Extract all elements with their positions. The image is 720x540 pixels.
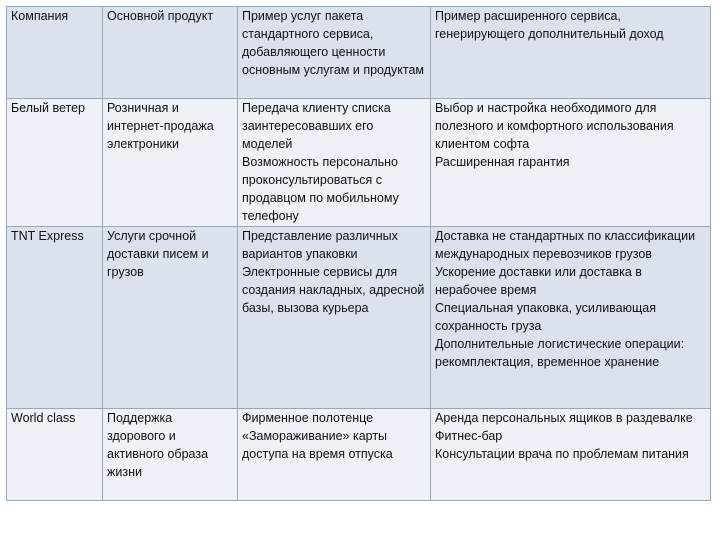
header-standard-service: Пример услуг пакета стандартного сервиса, добавляющего ценности основным услугам и продуктам	[238, 7, 431, 99]
header-product: Основной продукт	[103, 7, 238, 99]
extended-service-cell: Выбор и настройка необходимого для полезного и комфортного использования клиентом софта Расширенная гарантия	[431, 99, 711, 227]
table-row	[7, 227, 711, 409]
header-row	[7, 7, 711, 99]
services-table	[6, 6, 711, 501]
extended-service-cell: Доставка не стандартных по классификации международных перевозчиков грузов Ускорение доставки или доставка в нерабочее время Специальная упаковка, усиливающая сохранность груза Дополнительные логистические операции: рекомплектация, временное хранение	[431, 227, 711, 409]
header-company: Компания	[7, 7, 103, 99]
header-extended-service: Пример расширенного сервиса, генерирующего дополнительный доход	[431, 7, 711, 99]
standard-service-cell: Представление различных вариантов упаковки Электронные сервисы для создания накладных, адресной базы, вызова курьера	[238, 227, 431, 409]
product-cell: Розничная и интернет-продажа электроники	[103, 99, 238, 227]
company-cell: TNT Express	[7, 227, 103, 409]
standard-service-cell: Передача клиенту списка заинтересовавших его моделей Возможность персонально проконсультироваться с продавцом по мобильному телефону	[238, 99, 431, 227]
product-cell: Услуги срочной доставки писем и грузов	[103, 227, 238, 409]
company-cell: Белый ветер	[7, 99, 103, 227]
product-cell: Поддержка здорового и активного образа жизни	[103, 409, 238, 501]
extended-service-cell: Аренда персональных ящиков в раздевалке Фитнес-бар Консультации врача по проблемам питания	[431, 409, 711, 501]
standard-service-cell: Фирменное полотенце «Замораживание» карты доступа на время отпуска	[238, 409, 431, 501]
company-cell: World class	[7, 409, 103, 501]
table-row	[7, 99, 711, 227]
table-row	[7, 409, 711, 501]
